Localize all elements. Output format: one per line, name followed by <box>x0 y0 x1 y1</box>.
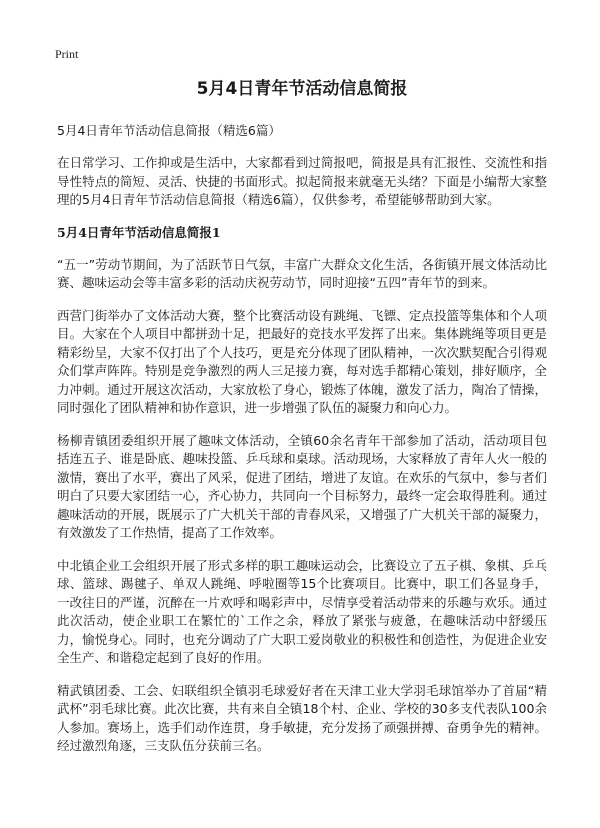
body-paragraph: 中北镇企业工会组织开展了形式多样的职工趣味运动会，比赛设立了五子棋、象棋、乒乓球、篮球、踢毽子、单双人跳绳、呼啦圈等15个比赛项目。比赛中，职工们各显身手，一改往日的严谨，沉醉在一片欢呼和喝彩声中，尽情享受着活动带来的乐趣与欢乐。通过此次活动，使企业职工在繁忙的`工作之余，释放了紧张与疲惫，在趣味活动中舒缓压力，愉悦身心。同时，也充分调动了广大职工爱岗敬业的积极性和创造性，为促进企业安全生产、和谐稳定起到了良好的作用。 <box>57 557 547 665</box>
document-subtitle: 5月4日青年节活动信息简报（精选6篇） <box>57 123 281 138</box>
print-link[interactable]: Print <box>55 47 79 61</box>
intro-paragraph: 在日常学习、工作抑或是生活中，大家都看到过简报吧，简报是具有汇报性、交流性和指导性特点的简短、灵活、快捷的书面形式。拟起简报来就毫无头绪？下面是小编帮大家整理的5月4日青年节活动信息简报（精选6篇），仅供参考，希望能够帮助到大家。 <box>57 155 547 207</box>
page-title: 5月4日青年节活动信息简报 <box>196 79 408 99</box>
section-heading: 5月4日青年节活动信息简报1 <box>57 224 221 240</box>
document-body <box>57 78 547 770</box>
body-paragraph: “五一”劳动节期间，为了活跃节日气氛，丰富广大群众文化生活，各街镇开展文体活动比赛、趣味运动会等丰富多彩的活动庆祝劳动节，同时迎接“五四”青年节的到来。 <box>57 256 547 290</box>
body-paragraph: 精武镇团委、工会、妇联组织全镇羽毛球爱好者在天津工业大学羽毛球馆举办了首届“精武杯”羽毛球比赛。此次比赛，共有来自全镇18个村、企业、学校的30多支代表队100余人参加。赛场上，选手们动作连贯，身手敏捷，充分发扬了顽强拼搏、奋勇争先的精神。经过激烈角逐，三支队伍分获前三名。 <box>57 682 547 753</box>
body-paragraph: 西营门街举办了文体活动大赛，整个比赛活动设有跳绳、飞镖、定点投篮等集体和个人项目。大家在个人项目中都拼劲十足，把最好的竞技水平发挥了出来。集体跳绳等项目更是精彩纷呈，大家不仅打出了个人技巧，更是充分体现了团队精神，一次次默契配合引得观众们掌声阵阵。特别是竞争激烈的两人三足接力赛，每对选手都精心策划，排好顺序，全力冲刺。通过开展这次活动，大家放松了身心，锻炼了体魄，激发了活力，陶冶了情操，同时强化了团队精神和协作意识，进一步增强了队伍的凝聚力和向心力。 <box>57 307 547 415</box>
body-paragraph: 杨柳青镇团委组织开展了趣味文体活动，全镇60余名青年干部参加了活动，活动项目包括连五子、谁是卧底、趣味投篮、乒乓球和桌球。活动现场，大家释放了青年人火一般的激情，赛出了水平，赛出了风采，促进了团结，增进了友谊。在欢乐的气氛中，参与者们明白了只要大家团结一心，齐心协力，共同向一个目标努力，最终一定会取得胜利。通过趣味活动的开展，既展示了广大机关干部的青春风采，又增强了广大机关干部的凝聚力，有效激发了工作热情，提高了工作效率。 <box>57 432 547 540</box>
